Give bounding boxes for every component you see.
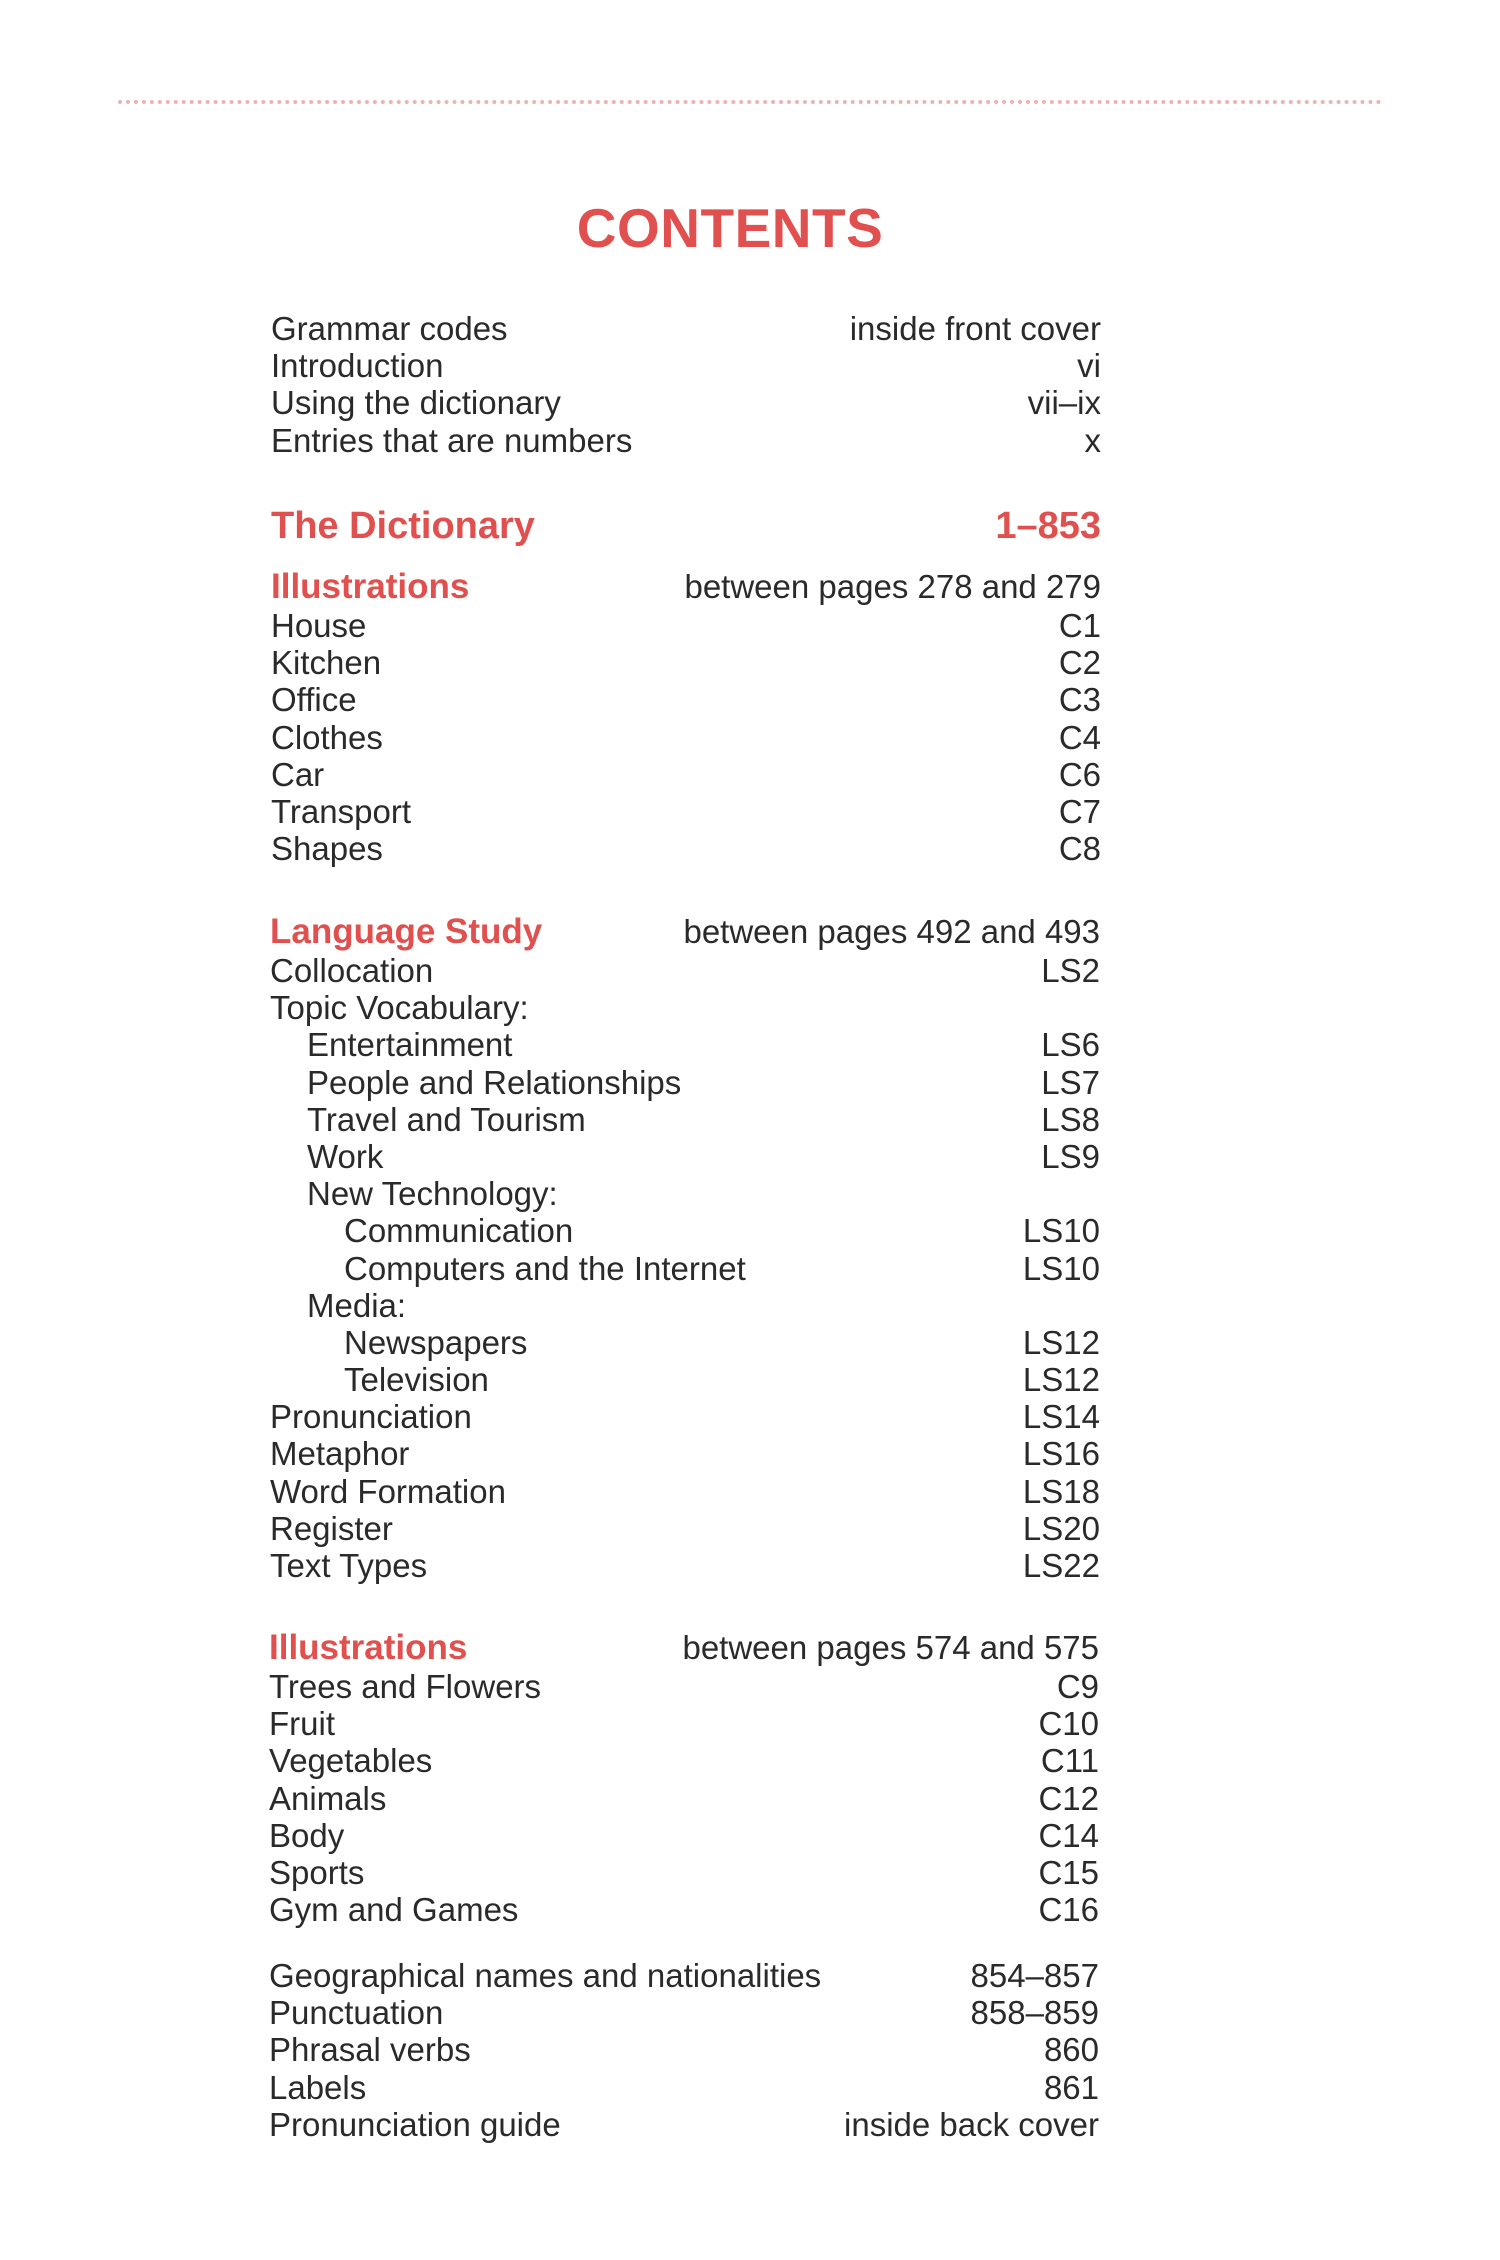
- toc-entry-label: Geographical names and nationalities: [269, 1957, 822, 1994]
- toc-entry[interactable]: [270, 1547, 1100, 1584]
- toc-entry-label: Using the dictionary: [271, 384, 561, 422]
- toc-entry[interactable]: [271, 756, 1101, 793]
- toc-entry[interactable]: [271, 607, 1101, 644]
- toc-subheading: [270, 989, 1100, 1026]
- toc-entry[interactable]: [269, 1668, 1099, 1705]
- toc-entry[interactable]: [269, 1742, 1099, 1779]
- toc-entry-label: Office: [271, 681, 357, 719]
- toc-entry-page: C8: [1058, 830, 1101, 868]
- toc-entry-label: Metaphor: [270, 1435, 410, 1473]
- toc-entry-label: Entries that are numbers: [271, 421, 633, 459]
- toc-entry[interactable]: [270, 1510, 1100, 1547]
- toc-entry-label: Collocation: [270, 952, 434, 989]
- page-title: CONTENTS: [576, 197, 884, 259]
- toc-entry-page: 858–859: [970, 1994, 1099, 2032]
- toc-entry-label: Introduction: [271, 347, 444, 385]
- toc-subheading: [270, 1287, 1100, 1324]
- toc-entry-page: LS20: [1022, 1509, 1100, 1547]
- toc-entry-label: Gym and Games: [269, 1891, 519, 1929]
- section-pages: 1–853: [995, 505, 1101, 547]
- toc-entry-label: Pronunciation guide: [269, 2105, 561, 2143]
- toc-entry[interactable]: [270, 1212, 1100, 1249]
- toc-entry[interactable]: [269, 1780, 1099, 1817]
- section-range: between pages 574 and 575: [682, 1629, 1099, 1666]
- toc-entry[interactable]: [271, 644, 1101, 681]
- toc-entry-label: Word Formation: [270, 1472, 506, 1510]
- toc-entry-page: inside front cover: [849, 310, 1101, 347]
- toc-entry-page: 860: [1043, 2031, 1099, 2069]
- toc-entry-label: Entertainment: [307, 1026, 513, 1064]
- toc-entry-label: Phrasal verbs: [269, 2031, 471, 2069]
- toc-entry-page: C9: [1056, 1668, 1099, 1705]
- toc-entry-page: C15: [1038, 1853, 1099, 1891]
- toc-entry[interactable]: [270, 1324, 1100, 1361]
- toc-entry[interactable]: [270, 1138, 1100, 1175]
- toc-entry[interactable]: [271, 719, 1101, 756]
- toc-entry-label: Kitchen: [271, 644, 382, 682]
- toc-entry-label: Labels: [269, 2068, 367, 2106]
- section-title: Illustrations: [269, 1628, 468, 1667]
- toc-entry[interactable]: [269, 2031, 1099, 2068]
- illustrations-heading[interactable]: [269, 1628, 1099, 1668]
- toc-entry[interactable]: [271, 422, 1101, 459]
- toc-entry-label: Work: [307, 1137, 384, 1175]
- toc-entry[interactable]: [269, 2069, 1099, 2106]
- toc-entry[interactable]: [271, 830, 1101, 867]
- toc-entry-label: Fruit: [269, 1705, 335, 1743]
- toc-entry-label: Transport: [271, 792, 411, 830]
- toc-entry[interactable]: [270, 952, 1100, 989]
- front-matter-list: [271, 310, 1101, 459]
- section-title: The Dictionary: [271, 505, 535, 547]
- back-matter-list: [269, 1957, 1099, 2143]
- decorative-dotted-rule: [118, 100, 1382, 104]
- toc-entry-page: LS12: [1022, 1361, 1100, 1399]
- toc-entry[interactable]: [269, 1817, 1099, 1854]
- toc-entry[interactable]: [270, 1250, 1100, 1287]
- toc-subheading-label: Topic Vocabulary:: [270, 989, 529, 1027]
- dictionary-section: [271, 506, 1101, 546]
- toc-subheading: [270, 1175, 1100, 1212]
- toc-entry-page: LS2: [1041, 952, 1100, 989]
- toc-subheading-label: New Technology:: [307, 1175, 558, 1213]
- toc-entry-label: Trees and Flowers: [269, 1668, 542, 1705]
- toc-entry[interactable]: [270, 1064, 1100, 1101]
- section-range: between pages 492 and 493: [683, 913, 1100, 950]
- toc-entry[interactable]: [271, 384, 1101, 421]
- toc-entry-page: C10: [1038, 1705, 1099, 1743]
- toc-entry-page: C1: [1058, 607, 1101, 644]
- toc-entry-label: Newspapers: [344, 1323, 528, 1361]
- toc-entry-page: x: [1084, 421, 1101, 459]
- toc-entry-page: LS12: [1022, 1323, 1100, 1361]
- toc-entry-label: Vegetables: [269, 1742, 433, 1780]
- toc-entry-label: People and Relationships: [307, 1063, 682, 1101]
- toc-entry-label: Punctuation: [269, 1994, 444, 2032]
- language-study-section: [270, 912, 1100, 1584]
- toc-entry-page: C2: [1058, 644, 1101, 682]
- toc-entry-page: C11: [1040, 1742, 1099, 1780]
- toc-entry-page: LS7: [1041, 1063, 1100, 1101]
- toc-entry[interactable]: [270, 1398, 1100, 1435]
- toc-entry-page: LS6: [1041, 1026, 1100, 1064]
- toc-entry-label: Pronunciation: [270, 1398, 472, 1436]
- toc-entry-label: Clothes: [271, 718, 383, 756]
- toc-subheading-label: Media:: [307, 1286, 407, 1324]
- toc-entry-label: Communication: [344, 1212, 574, 1250]
- toc-entry-page: vi: [1077, 347, 1101, 385]
- toc-entry-page: 854–857: [970, 1957, 1099, 1994]
- section-title: Language Study: [270, 912, 543, 951]
- toc-entry-page: C12: [1038, 1779, 1099, 1817]
- toc-entry-label: Body: [269, 1816, 345, 1854]
- illustrations-heading[interactable]: [271, 567, 1101, 607]
- toc-entry-page: vii–ix: [1027, 384, 1101, 422]
- toc-entry-page: LS10: [1022, 1212, 1100, 1250]
- toc-entry-label: Shapes: [271, 830, 383, 868]
- toc-entry[interactable]: [270, 1101, 1100, 1138]
- toc-entry-label: House: [271, 607, 367, 644]
- toc-entry-page: LS8: [1041, 1100, 1100, 1138]
- language-study-heading[interactable]: [270, 912, 1100, 952]
- toc-entry[interactable]: [269, 2106, 1099, 2143]
- toc-entry-label: Register: [270, 1509, 393, 1547]
- toc-entry-page: C4: [1058, 718, 1101, 756]
- toc-entry-label: Computers and the Internet: [344, 1249, 746, 1287]
- toc-entry[interactable]: [270, 1435, 1100, 1472]
- toc-entry-label: Grammar codes: [271, 310, 508, 347]
- toc-entry-label: Text Types: [270, 1547, 428, 1584]
- illustrations-section-2: [269, 1628, 1099, 1928]
- toc-entry[interactable]: [271, 310, 1101, 347]
- toc-entry[interactable]: [270, 1361, 1100, 1398]
- toc-entry-page: LS9: [1041, 1137, 1100, 1175]
- toc-entry[interactable]: [270, 1473, 1100, 1510]
- toc-entry-page: inside back cover: [844, 2105, 1099, 2143]
- toc-entry-label: Travel and Tourism: [307, 1100, 586, 1138]
- toc-entry-label: Car: [271, 755, 325, 793]
- toc-entry-page: LS16: [1022, 1435, 1100, 1473]
- toc-entry[interactable]: [269, 1957, 1099, 1994]
- toc-entry-page: LS22: [1022, 1547, 1100, 1584]
- section-range: between pages 278 and 279: [684, 568, 1101, 605]
- toc-entry[interactable]: [271, 347, 1101, 384]
- toc-entry-label: Television: [344, 1361, 489, 1399]
- toc-entry[interactable]: [270, 1026, 1100, 1063]
- toc-entry[interactable]: [269, 1891, 1099, 1928]
- toc-entry-page: C14: [1038, 1816, 1099, 1854]
- toc-entry-page: 861: [1043, 2068, 1099, 2106]
- toc-entry[interactable]: [269, 1705, 1099, 1742]
- toc-entry-page: LS14: [1022, 1398, 1100, 1436]
- toc-entry-page: C3: [1058, 681, 1101, 719]
- section-title: Illustrations: [271, 567, 470, 606]
- dictionary-heading[interactable]: [271, 506, 1101, 546]
- toc-entry-page: C16: [1038, 1891, 1099, 1929]
- toc-entry-label: Animals: [269, 1779, 387, 1817]
- toc-entry[interactable]: [269, 1854, 1099, 1891]
- toc-entry-page: C6: [1058, 755, 1101, 793]
- toc-entry-page: C7: [1058, 792, 1101, 830]
- toc-entry[interactable]: [271, 681, 1101, 718]
- toc-entry[interactable]: [269, 1994, 1099, 2031]
- toc-entry-label: Sports: [269, 1853, 365, 1891]
- toc-entry-page: LS10: [1022, 1249, 1100, 1287]
- toc-entry[interactable]: [271, 793, 1101, 830]
- toc-entry-page: LS18: [1022, 1472, 1100, 1510]
- illustrations-section-1: [271, 567, 1101, 867]
